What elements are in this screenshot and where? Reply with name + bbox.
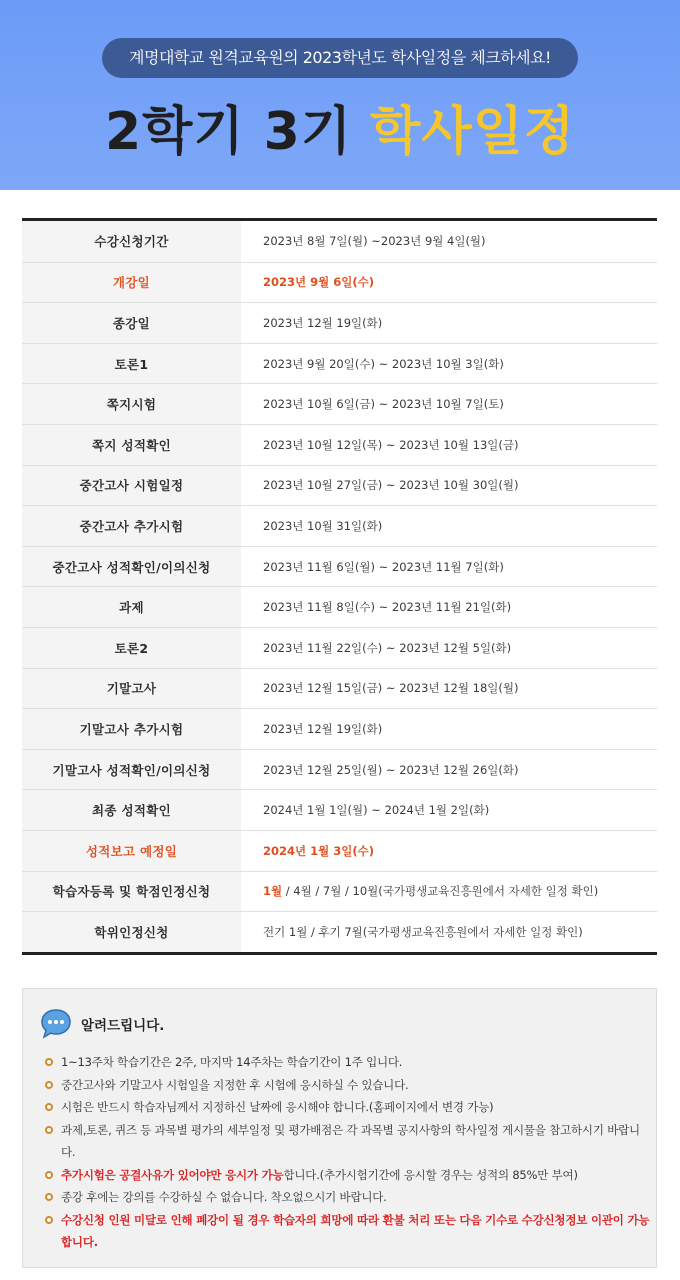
schedule-label: 최종 성적확인 xyxy=(22,790,241,830)
notice-item xyxy=(45,1051,653,1074)
schedule-value: 2023년 11월 6일(월) ~ 2023년 11월 7일(화) xyxy=(263,559,504,574)
schedule-label: 기말고사 추가시험 xyxy=(22,709,241,749)
schedule-row xyxy=(22,383,657,424)
schedule-value: 2024년 1월 1일(월) ~ 2024년 1월 2일(화) xyxy=(263,803,490,818)
schedule-row xyxy=(22,505,657,546)
schedule-table xyxy=(22,218,657,955)
notice-title: 알려드립니다. xyxy=(81,1018,165,1034)
schedule-value: 2023년 11월 8일(수) ~ 2023년 11월 21일(화) xyxy=(263,600,512,615)
schedule-label: 중간고사 추가시험 xyxy=(22,506,241,546)
schedule-value: 2023년 12월 19일(화) xyxy=(263,721,383,736)
schedule-label: 학습자등록 및 학점인정신청 xyxy=(22,872,241,912)
schedule-value: 2024년 1월 3일(수) xyxy=(263,843,374,858)
notice-item-text: 중간고사와 기말고사 시험일을 지정한 후 시험에 응시하실 수 있습니다. xyxy=(61,1077,409,1092)
schedule-label: 수강신청기간 xyxy=(22,221,241,262)
schedule-label: 기말고사 성적확인/이의신청 xyxy=(22,750,241,790)
schedule-label: 쪽지시험 xyxy=(22,384,241,424)
chat-bubble-icon xyxy=(39,1007,73,1041)
schedule-row xyxy=(22,586,657,627)
bullet-icon xyxy=(45,1126,53,1134)
schedule-label: 개강일 xyxy=(22,263,241,303)
schedule-label: 중간고사 시험일정 xyxy=(22,466,241,506)
schedule-row xyxy=(22,302,657,343)
notice-item xyxy=(45,1209,653,1254)
schedule-row xyxy=(22,911,657,952)
schedule-value: 2023년 12월 15일(금) ~ 2023년 12월 18일(월) xyxy=(263,681,519,696)
schedule-row xyxy=(22,343,657,384)
schedule-label: 토론1 xyxy=(22,344,241,384)
schedule-row xyxy=(22,424,657,465)
schedule-value: 2023년 11월 22일(수) ~ 2023년 12월 5일(화) xyxy=(263,640,512,655)
schedule-label: 쪽지 성적확인 xyxy=(22,425,241,465)
schedule-row xyxy=(22,546,657,587)
notice-list xyxy=(45,1051,653,1254)
notice-item xyxy=(45,1164,653,1187)
schedule-value: 2023년 12월 19일(화) xyxy=(263,315,383,330)
hero-banner xyxy=(0,0,680,190)
bullet-icon xyxy=(45,1193,53,1201)
schedule-label: 학위인정신청 xyxy=(22,912,241,952)
schedule-value: 2023년 10월 31일(화) xyxy=(263,518,383,533)
notice-item-text: 종강 후에는 강의를 수강하실 수 없습니다. 착오없으시기 바랍니다. xyxy=(61,1190,387,1204)
bullet-icon xyxy=(45,1058,53,1066)
schedule-value: 2023년 10월 6일(금) ~ 2023년 10월 7일(토) xyxy=(263,397,504,412)
bullet-icon xyxy=(45,1103,53,1111)
schedule-row xyxy=(22,668,657,709)
bullet-icon xyxy=(45,1216,53,1224)
notice-item xyxy=(45,1186,653,1209)
schedule-value: 2023년 10월 12일(목) ~ 2023년 10월 13일(금) xyxy=(263,437,519,452)
schedule-value-rest: / 4월 / 7월 / 10월(국가평생교육진흥원에서 자세한 일정 확인) xyxy=(282,884,599,899)
schedule-row xyxy=(22,830,657,871)
schedule-value: 2023년 9월 6일(수) xyxy=(263,275,374,290)
schedule-value: 2023년 10월 27일(금) ~ 2023년 10월 30일(월) xyxy=(263,478,519,493)
schedule-label: 토론2 xyxy=(22,628,241,668)
schedule-row xyxy=(22,221,657,262)
notice-item xyxy=(45,1074,653,1097)
page-title xyxy=(0,92,680,172)
notice-box xyxy=(22,988,657,1268)
bullet-icon xyxy=(45,1171,53,1179)
schedule-value: 2023년 8월 7일(월) ~2023년 9월 4일(월) xyxy=(263,234,486,249)
schedule-value: 전기 1월 / 후기 7월(국가평생교육진흥원에서 자세한 일정 확인) xyxy=(263,924,583,939)
schedule-row xyxy=(22,262,657,303)
schedule-row xyxy=(22,627,657,668)
notice-item-text: 합니다.(추가시험기간에 응시할 경우는 성적의 85%만 부여) xyxy=(283,1167,578,1182)
schedule-label: 중간고사 성적확인/이의신청 xyxy=(22,547,241,587)
notice-item xyxy=(45,1119,653,1164)
schedule-value: 2023년 12월 25일(월) ~ 2023년 12월 26일(화) xyxy=(263,762,519,777)
schedule-row xyxy=(22,789,657,830)
schedule-row xyxy=(22,871,657,912)
bullet-icon xyxy=(45,1081,53,1089)
notice-item-text: 시험은 반드시 학습자님께서 지정하신 날짜에 응시해야 합니다.(홈페이지에서 변경 가능) xyxy=(61,1100,494,1114)
notice-item-text: 과제,토론, 퀴즈 등 과목별 평가의 세부일정 및 평가배점은 각 과목별 공지사항의 학사일정 게시물을 참고하시기 바랍니다. xyxy=(61,1122,640,1159)
notice-item-text: 수강신청 인원 미달로 인해 폐강이 될 경우 학습자의 희망에 따라 환불 처리 또는 다음 기수로 수강신청정보 이관이 가능합니다. xyxy=(61,1212,650,1249)
notice-item-text: 1~13주차 학습기간은 2주, 마지막 14주차는 학습기간이 1주 입니다. xyxy=(61,1055,403,1069)
schedule-row xyxy=(22,749,657,790)
schedule-row xyxy=(22,465,657,506)
schedule-label: 기말고사 xyxy=(22,669,241,709)
page-title-term: 2학기 3기 xyxy=(104,102,353,162)
hero-subtitle: 계명대학교 원격교육원의 2023학년도 학사일정을 체크하세요! xyxy=(102,38,578,78)
schedule-row xyxy=(22,708,657,749)
schedule-label: 성적보고 예정일 xyxy=(22,831,241,871)
notice-item-emphasis: 추가시험은 공결사유가 있어야만 응시가 가능 xyxy=(61,1167,284,1182)
schedule-value-highlight: 1월 xyxy=(263,884,283,899)
schedule-label: 과제 xyxy=(22,587,241,627)
page-title-schedule: 학사일정 xyxy=(370,102,576,162)
notice-item xyxy=(45,1096,653,1119)
schedule-value: 2023년 9월 20일(수) ~ 2023년 10월 3일(화) xyxy=(263,356,504,371)
schedule-value xyxy=(241,872,657,912)
schedule-label: 종강일 xyxy=(22,303,241,343)
notice-header xyxy=(39,1007,164,1041)
